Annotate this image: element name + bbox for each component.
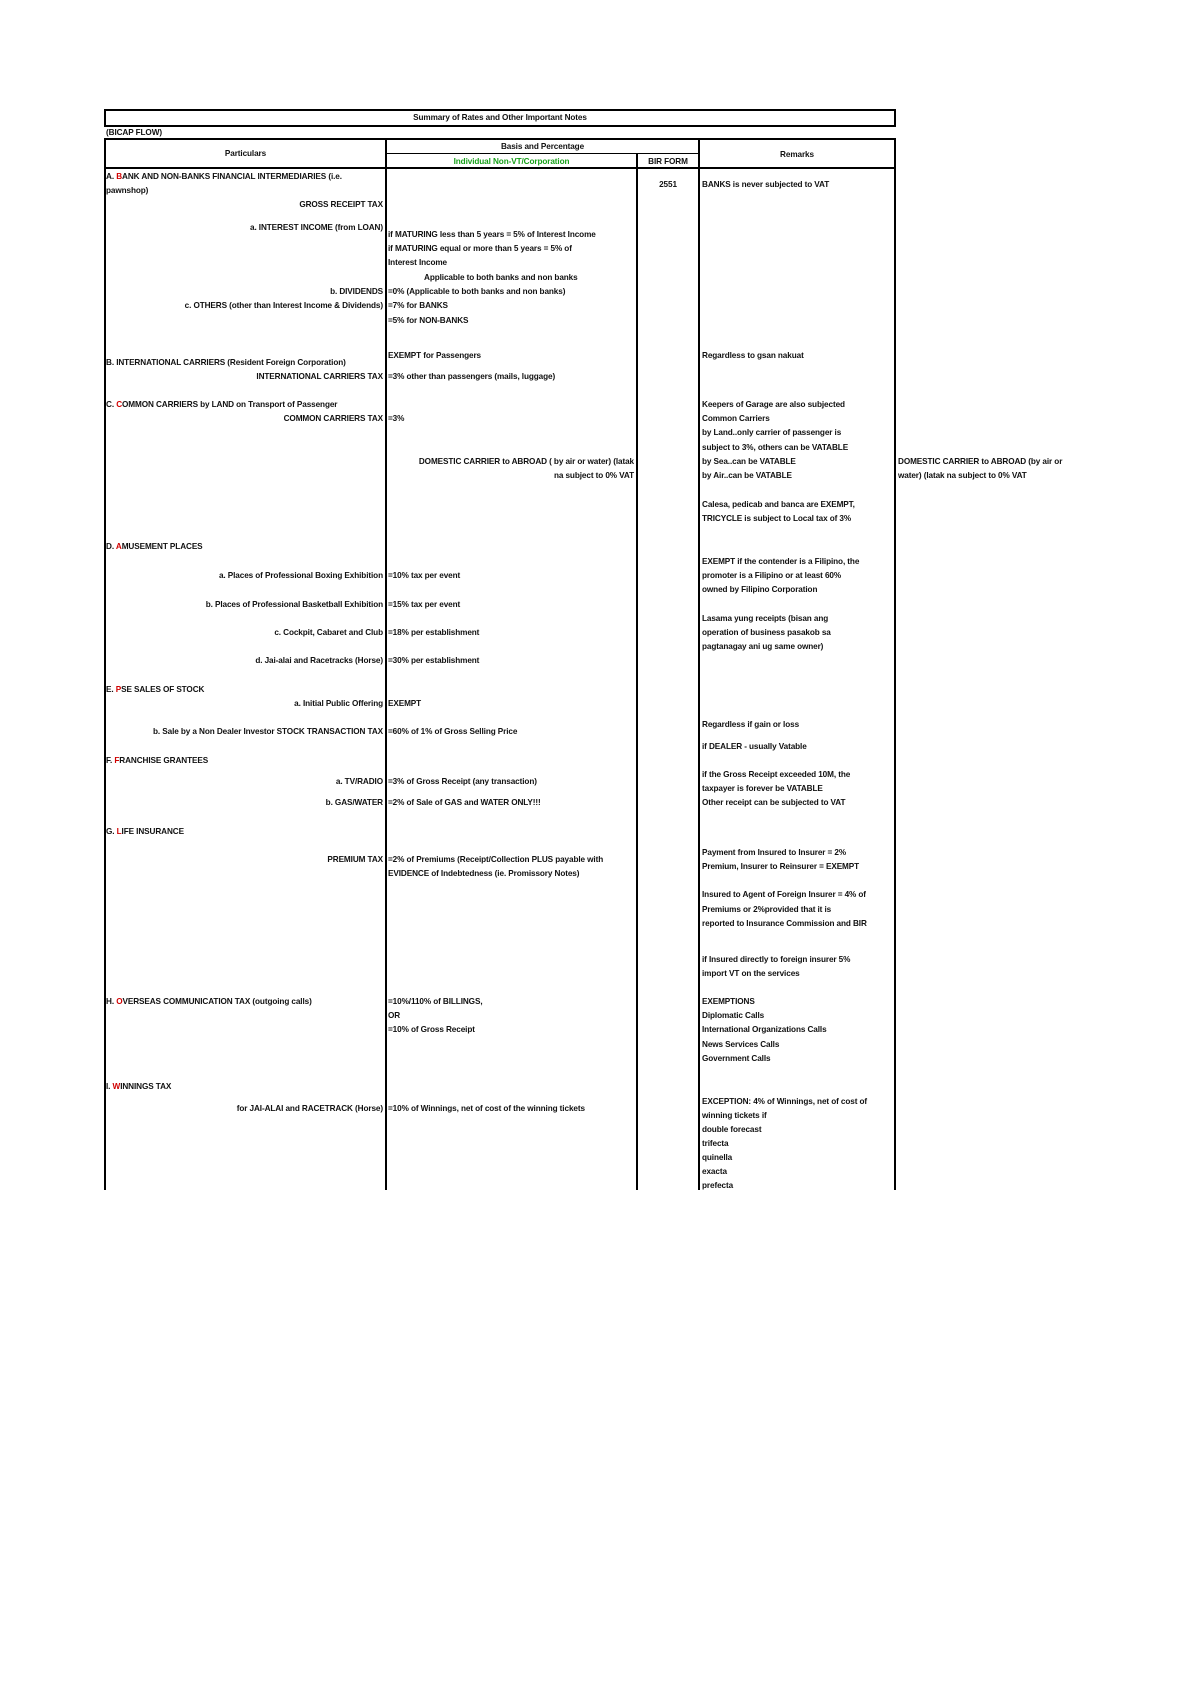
- stock-sale-basis: =60% of 1% of Gross Selling Price: [388, 727, 518, 736]
- ipo-basis: EXEMPT: [388, 699, 422, 708]
- section-d-remark2-2: operation of business pasakob sa: [702, 628, 831, 637]
- section-b-letter: B.: [106, 358, 114, 367]
- section-c-basis: =3%: [388, 414, 405, 423]
- section-h-basis-3: =10% of Gross Receipt: [388, 1025, 475, 1034]
- interest-basis-3: Interest Income: [388, 258, 448, 267]
- section-c-title: [106, 400, 337, 410]
- section-a-title: [106, 172, 342, 182]
- section-b-title-rest: INTERNATIONAL CARRIERS (Resident Foreign Corporation): [116, 358, 346, 367]
- domestic-carrier-line2: na subject to 0% VAT: [553, 471, 634, 480]
- title-box: [104, 109, 896, 111]
- section-d-title-rest: MUSEMENT PLACES: [121, 542, 203, 551]
- cockpit-label: c. Cockpit, Cabaret and Club: [274, 628, 383, 637]
- section-i-remark-5: quinella: [702, 1153, 733, 1162]
- section-d-remark2-3: pagtanagay ani ug same owner): [702, 642, 824, 651]
- section-c-title-rest: OMMON CARRIERS by LAND on Transport of Passenger: [122, 400, 338, 409]
- premium-tax-basis-2: EVIDENCE of Indebtedness (ie. Promissory Notes): [388, 869, 580, 878]
- section-g-remark2-1: Insured to Agent of Foreign Insurer = 4% of: [702, 890, 866, 899]
- section-f-first-letter: F: [114, 756, 120, 765]
- premium-tax-label: PREMIUM TAX: [327, 855, 383, 864]
- section-f-remark-1: if the Gross Receipt exceeded 10M, the: [702, 770, 851, 779]
- column-border-basis: [636, 153, 638, 1190]
- section-g-title-rest: IFE INSURANCE: [121, 827, 184, 836]
- section-g-remark3-1: if Insured directly to foreign insurer 5%: [702, 955, 851, 964]
- section-i-remark-6: exacta: [702, 1167, 727, 1176]
- section-e-letter: E.: [106, 685, 114, 694]
- tv-radio-label: a. TV/RADIO: [335, 777, 383, 786]
- premium-tax-basis-1: =2% of Premiums (Receipt/Collection PLUS payable with: [388, 855, 604, 864]
- header-bir-form: BIR FORM: [648, 157, 688, 166]
- page-subtitle: (BICAP FLOW): [106, 128, 162, 137]
- section-f-remark-2: taxpayer is forever be VATABLE: [702, 784, 823, 793]
- section-c-remark-3: by Land..only carrier of passenger is: [702, 428, 842, 437]
- title-box-right: [894, 109, 896, 127]
- section-h-first-letter: O: [116, 997, 123, 1006]
- section-i-remark-2: winning tickets if: [702, 1111, 767, 1120]
- applicable-note: Applicable to both banks and non banks: [424, 273, 578, 282]
- section-d-remark1-3: owned by Filipino Corporation: [702, 585, 818, 594]
- basketball-label: b. Places of Professional Basketball Exhibition: [205, 600, 383, 609]
- outside-note-2: water) (latak na subject to 0% VAT: [898, 471, 1027, 480]
- interest-income-label: a. INTEREST INCOME (from LOAN): [249, 223, 383, 232]
- section-a-title-rest: ANK AND NON-BANKS FINANCIAL INTERMEDIARIES (i.e.: [122, 172, 342, 181]
- header-top-border: [104, 138, 896, 140]
- section-b-basis-1: EXEMPT for Passengers: [388, 351, 481, 360]
- section-a-title-line2: pawnshop): [106, 186, 149, 195]
- section-h-basis-2: OR: [388, 1011, 401, 1020]
- section-f-title: [106, 756, 208, 766]
- section-g-title: [106, 827, 184, 837]
- header-individual: Individual Non-VT/Corporation: [453, 157, 570, 166]
- column-border-right: [894, 138, 896, 1190]
- section-b-title: [106, 358, 346, 368]
- common-carriers-tax: COMMON CARRIERS TAX: [283, 414, 383, 423]
- others-label: c. OTHERS (other than Interest Income & Dividends): [184, 301, 383, 310]
- header-basis: Basis and Percentage: [500, 142, 585, 151]
- outside-note-1: DOMESTIC CARRIER to ABROAD (by air or: [898, 457, 1063, 466]
- section-f-title-rest: RANCHISE GRANTEES: [119, 756, 209, 765]
- jaialai-label: d. Jai-alai and Racetracks (Horse): [255, 656, 383, 665]
- section-i-remark-7: prefecta: [702, 1181, 734, 1190]
- section-e-first-letter: P: [115, 685, 122, 694]
- section-c-remark-4: subject to 3%, others can be VATABLE: [702, 443, 849, 452]
- gas-water-label: b. GAS/WATER: [325, 798, 383, 807]
- domestic-carrier-line1: DOMESTIC CARRIER to ABROAD ( by air or water) (latak: [418, 457, 634, 466]
- others-basis-banks: =7% for BANKS: [388, 301, 448, 310]
- section-i-title-rest: INNINGS TAX: [120, 1082, 172, 1091]
- dividends-basis: =0% (Applicable to both banks and non banks): [388, 287, 566, 296]
- section-c-remark-6: by Air..can be VATABLE: [702, 471, 792, 480]
- boxing-label: a. Places of Professional Boxing Exhibition: [218, 571, 383, 580]
- section-f-remark-3: Other receipt can be subjected to VAT: [702, 798, 846, 807]
- section-h-title-rest: VERSEAS COMMUNICATION TAX (outgoing calls): [122, 997, 312, 1006]
- column-border-birform: [698, 138, 700, 1190]
- section-a-gross-receipt: GROSS RECEIPT TAX: [299, 200, 383, 209]
- section-g-remark2-3: reported to Insurance Commission and BIR: [702, 919, 867, 928]
- header-bottom-border: [104, 167, 896, 169]
- section-b-basis-2: =3% other than passengers (mails, luggage): [388, 372, 556, 381]
- section-g-first-letter: L: [116, 827, 122, 836]
- tv-radio-basis: =3% of Gross Receipt (any transaction): [388, 777, 537, 786]
- section-d-title: [106, 542, 203, 552]
- section-d-remark2-1: Lasama yung receipts (bisan ang: [702, 614, 829, 623]
- section-g-remark1-2: Premium, Insurer to Reinsurer = EXEMPT: [702, 862, 860, 871]
- section-g-remark2-2: Premiums or 2%provided that it is: [702, 905, 832, 914]
- winnings-basis: =10% of Winnings, net of cost of the winning tickets: [388, 1104, 585, 1113]
- section-h-title: [106, 997, 312, 1007]
- section-d-first-letter: A: [115, 542, 122, 551]
- section-g-letter: G.: [106, 827, 115, 836]
- section-c-first-letter: C: [116, 400, 123, 409]
- section-h-basis-1: =10%/110% of BILLINGS,: [388, 997, 483, 1006]
- section-i-first-letter: W: [112, 1082, 121, 1091]
- section-i-remark-3: double forecast: [702, 1125, 762, 1134]
- section-e-title-rest: SE SALES OF STOCK: [121, 685, 205, 694]
- cockpit-basis: =18% per establishment: [388, 628, 480, 637]
- basketball-basis: =15% tax per event: [388, 600, 461, 609]
- section-a-form: 2551: [659, 180, 677, 189]
- interest-basis-1: if MATURING less than 5 years = 5% of Interest Income: [388, 230, 596, 239]
- gas-water-basis: =2% of Sale of GAS and WATER ONLY!!!: [388, 798, 541, 807]
- section-e-remark-1: Regardless if gain or loss: [702, 720, 800, 729]
- international-carriers-tax: INTERNATIONAL CARRIERS TAX: [256, 372, 383, 381]
- jaialai-basis: =30% per establishment: [388, 656, 480, 665]
- dividends-label: b. DIVIDENDS: [330, 287, 383, 296]
- page-title: Summary of Rates and Other Important Notes: [413, 113, 587, 122]
- section-h-remark-2: Diplomatic Calls: [702, 1011, 765, 1020]
- section-c-remark-1: Keepers of Garage are also subjected: [702, 400, 845, 409]
- others-basis-nonbanks: =5% for NON-BANKS: [388, 316, 469, 325]
- section-c-remark-5: by Sea..can be VATABLE: [702, 457, 796, 466]
- section-g-remark1-1: Payment from Insured to Insurer = 2%: [702, 848, 847, 857]
- section-h-remark-5: Government Calls: [702, 1054, 771, 1063]
- section-g-remark3-2: import VT on the services: [702, 969, 800, 978]
- section-h-remark-4: News Services Calls: [702, 1040, 780, 1049]
- title-box-bottom: [104, 125, 896, 127]
- section-d-remark1-1: EXEMPT if the contender is a Filipino, the: [702, 557, 860, 566]
- section-i-remark-4: trifecta: [702, 1139, 729, 1148]
- section-i-title: [106, 1082, 171, 1092]
- header-particulars: Particulars: [224, 149, 267, 158]
- section-h-remark-3: International Organizations Calls: [702, 1025, 827, 1034]
- section-c-remark2-1: Calesa, pedicab and banca are EXEMPT,: [702, 500, 855, 509]
- section-a-letter: A.: [106, 172, 114, 181]
- section-c-letter: C.: [106, 400, 114, 409]
- section-i-letter: I.: [106, 1082, 111, 1091]
- section-f-letter: F.: [106, 756, 113, 765]
- section-a-remark: BANKS is never subjected to VAT: [702, 180, 830, 189]
- section-e-remark-2: if DEALER - usually Vatable: [702, 742, 807, 751]
- section-c-remark-2: Common Carriers: [702, 414, 770, 423]
- column-border-particulars: [385, 138, 387, 1190]
- section-h-letter: H.: [106, 997, 114, 1006]
- section-h-remark-1: EXEMPTIONS: [702, 997, 755, 1006]
- section-a-first-letter: B: [116, 172, 123, 181]
- section-b-remark: Regardless to gsan nakuat: [702, 351, 804, 360]
- boxing-basis: =10% tax per event: [388, 571, 461, 580]
- winnings-label: for JAI-ALAI and RACETRACK (Horse): [236, 1104, 383, 1113]
- header-basis-underline: [386, 153, 700, 154]
- header-remarks: Remarks: [780, 150, 814, 159]
- interest-basis-2: if MATURING equal or more than 5 years = 5% of: [388, 244, 572, 253]
- section-c-remark2-2: TRICYCLE is subject to Local tax of 3%: [702, 514, 852, 523]
- section-d-remark1-2: promoter is a Filipino or at least 60%: [702, 571, 842, 580]
- stock-sale-label: b. Sale by a Non Dealer Investor STOCK TRANSACTION TAX: [153, 727, 383, 736]
- section-e-title: [106, 685, 204, 695]
- ipo-label: a. Initial Public Offering: [294, 699, 383, 708]
- section-i-remark-1: EXCEPTION: 4% of Winnings, net of cost of: [702, 1097, 868, 1106]
- section-d-letter: D.: [106, 542, 114, 551]
